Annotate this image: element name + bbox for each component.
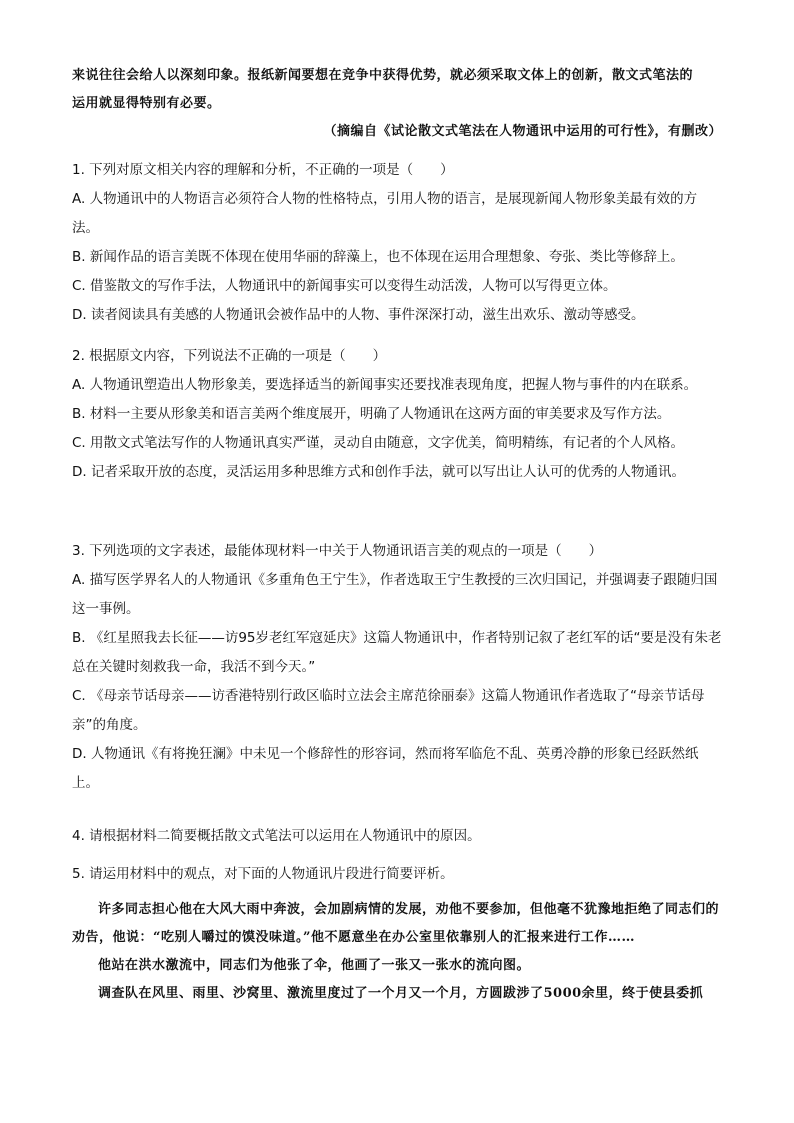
option-b: B. 材料一主要从形象美和语言美两个维度展开，明确了人物通讯在这两方面的审美要求及写作方法。	[72, 406, 671, 422]
option-d: D. 人物通讯《有将挽狂澜》中未见一个修辞性的形容词，然而将军临危不乱、英勇冷静的形象已经跃然纸上。	[72, 746, 699, 791]
excerpt	[72, 896, 722, 1008]
question-stem: 5. 请运用材料中的观点，对下面的人物通讯片段进行简要评析。	[72, 866, 454, 882]
material-ending	[72, 62, 722, 146]
option-a: A. 描写医学界名人的人物通讯《多重角色王宁生》，作者选取王宁生教授的三次归国记，并强调妻子跟随归国这一事例。	[72, 572, 718, 617]
question-1	[72, 156, 722, 330]
option-c: C. 借鉴散文的写作手法，人物通讯中的新闻事实可以变得生动活泼，人物可以写得更立体。	[72, 278, 617, 294]
question-5	[72, 860, 722, 889]
option-b: B. 新闻作品的语言美既不体现在使用华丽的辞藻上，也不体现在运用合理想象、夸张、类比等修辞上。	[72, 249, 684, 265]
question-stem: 3. 下列选项的文字表述，最能体现材料一中关于人物通讯语言美的观点的一项是（ ）	[72, 543, 603, 559]
option-b: B. 《红星照我去长征——访95岁老红军寇延庆》这篇人物通讯中，作者特别记叙了老红军的话“要是没有朱老总在关键时刻救我一命，我活不到今天。”	[72, 630, 722, 675]
question-stem: 1. 下列对原文相关内容的理解和分析，不正确的一项是（ ）	[72, 162, 454, 178]
option-d: D. 读者阅读具有美感的人物通讯会被作品中的人物、事件深深打动，滋生出欢乐、激动等感受。	[72, 307, 645, 323]
source-citation: （摘编自《试论散文式笔法在人物通讯中运用的可行性》，有删改）	[323, 124, 722, 139]
option-c: C. 用散文式笔法写作的人物通讯真实严谨，灵动自由随意，文字优美，简明精练，有记者的个人风格。	[72, 435, 685, 451]
question-stem: 2. 根据原文内容，下列说法不正确的一项是（ ）	[72, 348, 387, 364]
excerpt-paragraph: 调查队在风里、雨里、沙窝里、激流里度过了一个月又一个月，方圆跋涉了5000余里，终于使县委抓	[98, 986, 704, 1001]
excerpt-paragraph: 许多同志担心他在大风大雨中奔波，会加剧病情的发展，劝他不要参加，但他毫不犹豫地拒绝了同志们的劝告，他说：“吃别人嚼过的馍没味道。”他不愿意坐在办公室里依靠别人的汇报来进行工作……	[72, 902, 720, 945]
question-3	[72, 537, 722, 798]
option-c: C. 《母亲节话母亲——访香港特别行政区临时立法会主席范徐丽泰》这篇人物通讯作者选取了“母亲节话母亲”的角度。	[72, 688, 705, 733]
material-line: 运用就显得特别有必要。	[72, 96, 221, 111]
question-stem: 4. 请根据材料二简要概括散文式笔法可以运用在人物通讯中的原因。	[72, 828, 481, 844]
option-a: A. 人物通讯中的人物语言必须符合人物的性格特点，引用人物的语言，是展现新闻人物形象美最有效的方法。	[72, 191, 698, 236]
excerpt-paragraph: 他站在洪水激流中，同志们为他张了伞，他画了一张又一张水的流向图。	[98, 958, 531, 973]
option-a: A. 人物通讯塑造出人物形象美，要选择适当的新闻事实还要找准表现角度，把握人物与事件的内在联系。	[72, 377, 698, 393]
option-d: D. 记者采取开放的态度，灵活运用多种思维方式和创作手法，就可以写出让人认可的优秀的人物通讯。	[72, 464, 685, 480]
question-4	[72, 822, 722, 851]
question-2	[72, 342, 722, 487]
material-line: 来说往往会给人以深刻印象。报纸新闻要想在竞争中获得优势，就必须采取文体上的创新，散文式笔法的	[72, 68, 694, 83]
